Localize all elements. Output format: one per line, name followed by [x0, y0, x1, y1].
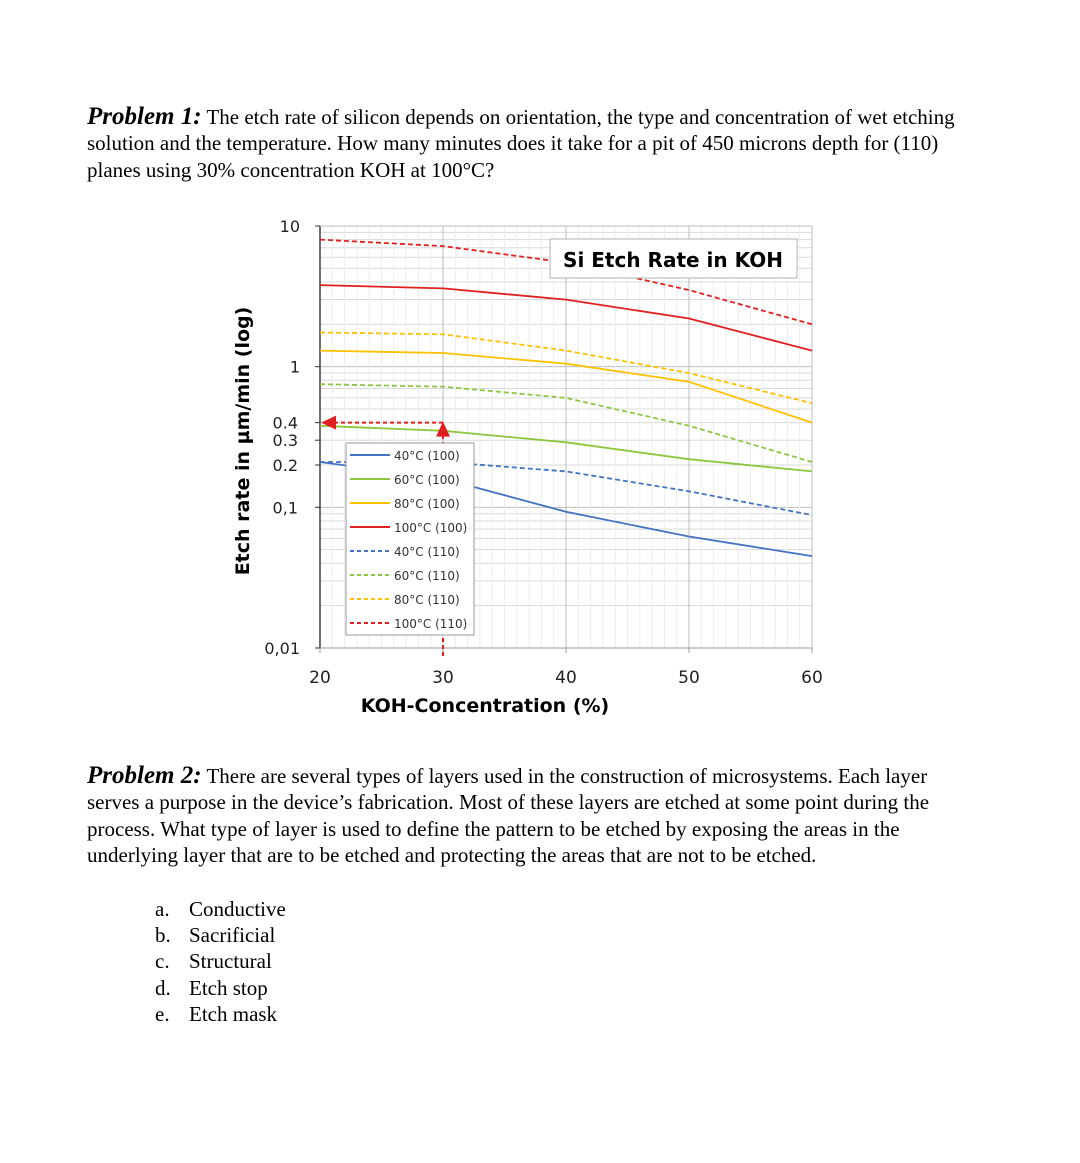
problem-1-heading: Problem 1:: [87, 103, 202, 130]
option-letter: d.: [155, 975, 171, 1000]
y-tick-label: 0.3: [272, 431, 298, 451]
option-text: Structural: [189, 949, 272, 974]
x-tick-label: 50: [678, 668, 700, 688]
chart-legend: [346, 443, 474, 635]
option-letter: c.: [155, 949, 170, 974]
y-axis-label: Etch rate in µm/min (log): [232, 306, 254, 576]
problem-1-text: The etch rate of silicon depends on orientation, the type and concentration of wet etching solution and the temperature. How many minutes does it take for a pit of 450 microns depth for (110) planes using 30% concentration KOH at 100°C?: [87, 105, 955, 182]
y-tick-label: 0,1: [272, 498, 298, 518]
x-tick-label: 60: [801, 668, 823, 688]
legend-label: 60°C (100): [394, 473, 460, 487]
legend-label: 40°C (110): [394, 545, 460, 559]
y-tick-label: 10: [279, 217, 300, 236]
option-letter: b.: [155, 923, 171, 948]
y-tick-label: 1: [289, 357, 300, 377]
legend-label: 40°C (100): [394, 449, 460, 463]
answer-options: [155, 896, 286, 1027]
option-item: [155, 1001, 286, 1027]
x-tick-labels: [309, 648, 823, 688]
x-tick-label: 20: [309, 668, 331, 688]
option-item: [155, 948, 286, 974]
x-tick-label: 30: [432, 668, 454, 688]
legend-label: 80°C (110): [394, 593, 460, 607]
y-tick-labels: [264, 217, 320, 658]
chart-title-box: [550, 239, 797, 278]
problem-2-heading: Problem 2:: [87, 762, 202, 789]
x-tick-label: 40: [555, 668, 577, 688]
option-text: Conductive: [189, 897, 286, 921]
annotation-up-arrowhead: [436, 422, 450, 437]
problem-2-text: There are several types of layers used in the construction of microsystems. Each layer serves a purpose in the device’s fabrication. Most of these layers are etched at some point during the process. What type of layer is used to define the pattern to be etched by exposing the areas in the underlying layer that are to be etched and protecting the areas that are not to be etched.: [87, 764, 930, 867]
option-text: Etch mask: [189, 1001, 278, 1026]
legend-label: 100°C (110): [394, 617, 468, 631]
option-letter: a.: [155, 897, 170, 921]
option-text: Sacrificial: [189, 923, 276, 948]
y-tick-label: 0.2: [272, 455, 298, 475]
x-axis-label: KOH-Concentration (%): [360, 695, 610, 717]
option-letter: e.: [155, 1001, 170, 1026]
legend-label: 60°C (110): [394, 569, 460, 583]
legend-label: 80°C (100): [394, 497, 460, 511]
y-tick-label: 0,01: [264, 639, 300, 658]
option-text: Etch stop: [189, 975, 268, 1000]
chart-title: Si Etch Rate in KOH: [563, 248, 783, 272]
annotation-left-arrowhead: [321, 416, 336, 430]
option-item: [155, 896, 286, 922]
y-tick-label: 0.4: [272, 413, 298, 433]
legend-label: 100°C (100): [394, 521, 468, 535]
option-item: [155, 975, 286, 1001]
problem-2: [87, 763, 967, 868]
option-item: [155, 922, 286, 948]
